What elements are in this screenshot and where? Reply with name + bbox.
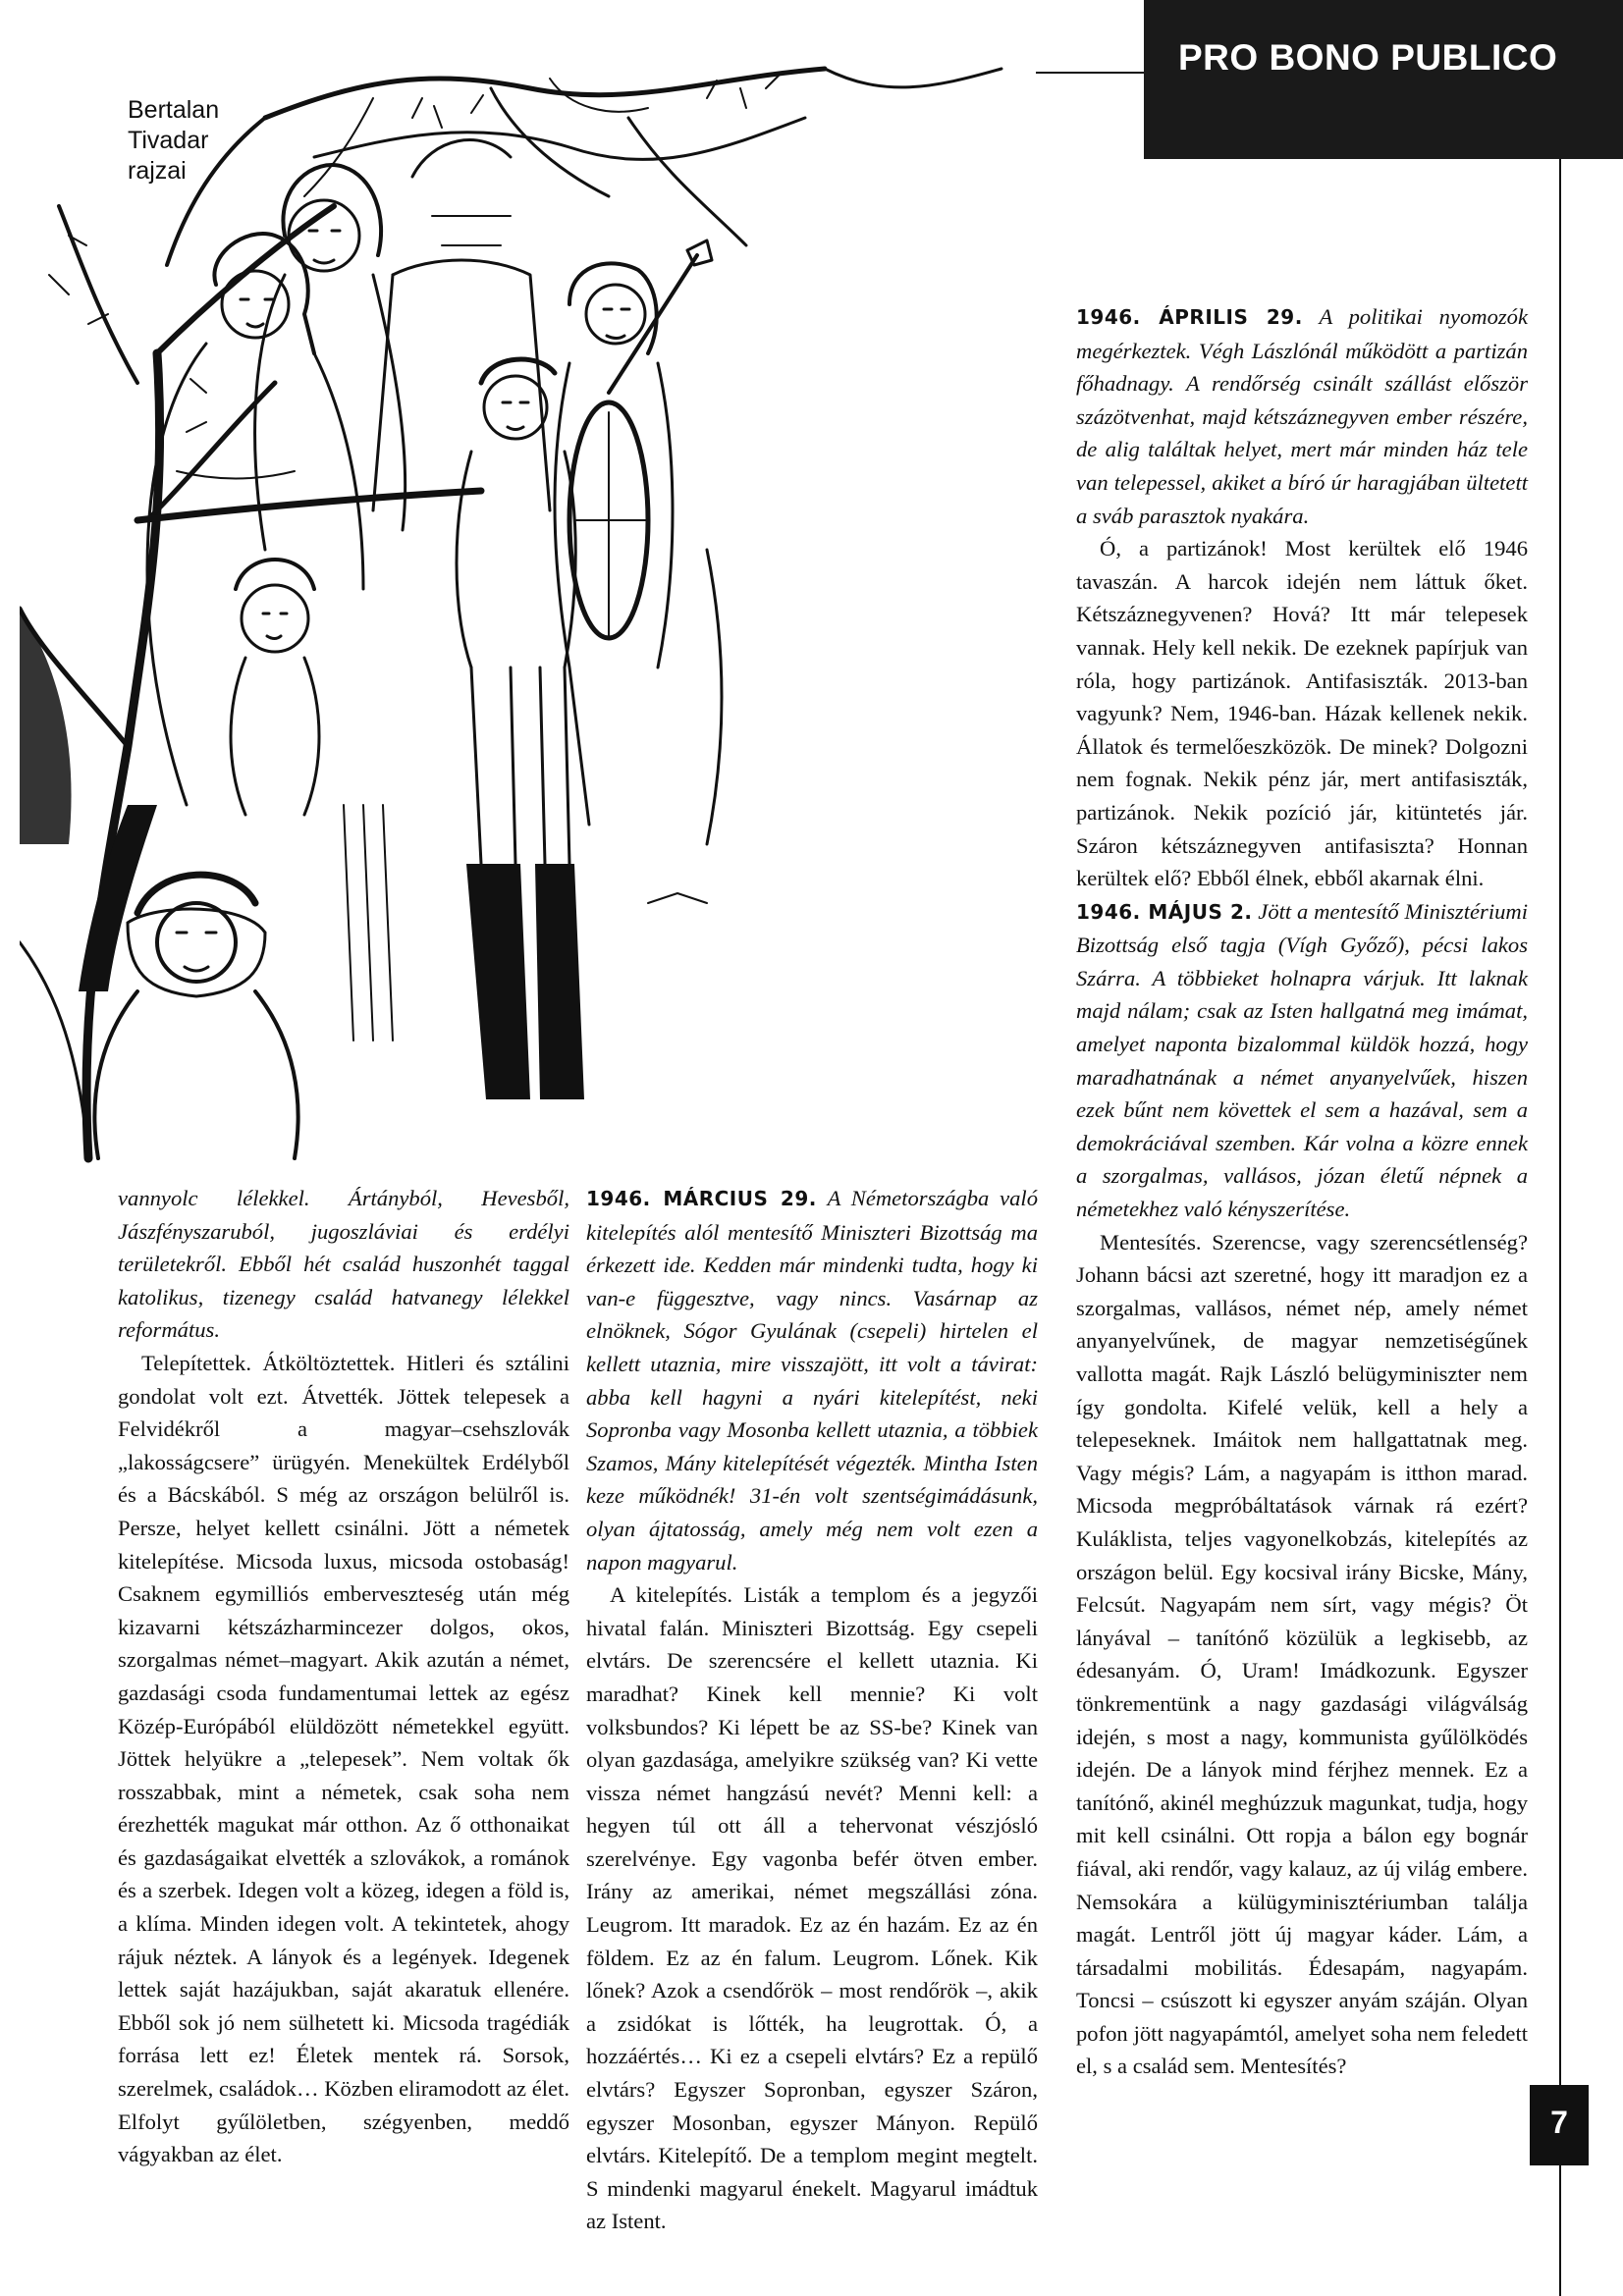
paragraph — [1076, 300, 1528, 532]
illustration-caption — [128, 95, 255, 187]
page-number-box — [1530, 2085, 1589, 2165]
header-banner — [1144, 0, 1623, 159]
paragraph: Telepítettek. Átköltöztettek. Hitleri és sztálini gondolat volt ezt. Átvették. Jöttek telepesek a Felvidékről a magyar–csehszlovák „lakosságcsere” ürügyén. Menekültek Erdélyből és a Bácskából. S még az országon belülről is. Persze, helyet kellett csinálni. Jött a németek kitelepítése. Micsoda luxus, micsoda ostobaság! Csaknem egymilliós emberveszteség után még kizavarni kétszázharmincezer dolgos, okos, szorgalmas német–magyart. Akik azután a német, gazdasági csoda fundamentumai lettek az egész Közép-Európából elüldözött németekkel együtt. Jöttek helyükre a „telepesek”. Nem voltak ők rosszabbak, mint a németek, csak soha nem érezhették magukat már otthon. Az ő otthonaikat és gazdaságaikat elvették a szlovákok, a románok és a szerbek. Idegen volt a közeg, idegen a föld is, a klíma. Minden idegen volt. A tekintetek, ahogy rájuk néztek. A lányok és a legények. Idegenek lettek saját hazájukban, saját akaratuk ellenére. Ebből sok jó nem sülhetett ki. Micsoda tragédiák forrása lett ez! Életek mentek rá. Sorsok, szerelmek, családok… Közben eliramodott az élet. Elfolyt gyűlöletben, szégyenben, meddő vágyakban az élet. — [118, 1350, 569, 2167]
paragraph — [118, 1182, 569, 1347]
text-column-3 — [1076, 300, 1528, 2083]
page-number: 7 — [1550, 2105, 1568, 2140]
italic-text: A politikai nyomozók megérkeztek. Végh Lászlónál működött a partizán főhadnagy. A rendőrség csinált szállást először százötvenhat, majd kétszáznegyven ember részére, de alig találtak helyet, mert már minden ház tele van telepessel, akiket a bíró úr haragjában ültetett a sváb parasztok nyakára. — [1076, 304, 1528, 528]
caption-line: Tivadar — [128, 127, 209, 154]
entry-date: 1946. MÁJUS 2. — [1076, 899, 1253, 924]
entry-date: 1946. ÁPRILIS 29. — [1076, 305, 1303, 329]
caption-line: rajzai — [128, 157, 187, 185]
text-column-2 — [586, 1182, 1038, 2238]
paragraph: A kitelepítés. Listák a templom és a jegyzői hivatal falán. Miniszteri Bizottság. Egy csepeli elvtárs. De szerencsére el kellett utaznia. Ki maradhat? Kinek kell mennie? Ki volt volksbundos? Ki lépett be az SS-be? Kinek van olyan gazdasága, amelyikre szükség van? Ki vette vissza német hangzású nevét? Menni kell: a hegyen túl ott áll a tehervonat vészjósló szerelvénye. Egy vagonba befér ötven ember. Irány az amerikai, német megszállási zóna. Leugrom. Itt maradok. Ez az én hazám. Ez az én földem. Ez az én falum. Leugrom. Lőnek. Kik lőnek? Azok a csendőrök – most rendőrök –, akik a zsidókat is lőtték, ha leugrottak. Ó, a hozzáértés… Ki ez a csepeli elvtárs? Ez a repülő elvtárs? Egyszer Sopronban, egyszer Száron, egyszer Mosonban, egyszer Mányon. Repülő elvtárs. Kitelepítő. De a templom megint megtelt. S mindenki magyarul énekelt. Magyarul imádtuk az Istent. — [586, 1582, 1038, 2234]
italic-text: vannyolc lélekkel. Ártányból, Hevesből, Jászfényszaruból, jugoszláviai és erdélyi területekről. Ebből hét család huszonhét taggal katolikus, tizenegy család hatvanegy lélekkel református. — [118, 1186, 569, 1343]
caption-line: Bertalan — [128, 96, 220, 124]
italic-text: A Németországba való kitelepítés alól mentesítő Miniszteri Bizottság ma érkezett ide. Kedden már mindenki tudta, hogy ki van-e függesztve, vagy nincs. Vasárnap az elnöknek, Sógor Gyulának (csepeli) hirtelen el kellett utaznia, mire visszajött, itt volt a távirat: abba kell hagyni a nyári kitelepítést, neki Sopronba vagy Mosonba kellett utaznia, a többiek Szamos, Mány kitelepítését végezték. Mintha Isten keze működnék! 31-én volt szentségimádásunk, olyan ájtatosság, amely még nem volt ezen a napon magyarul. — [586, 1186, 1038, 1575]
section-title: PRO BONO PUBLICO — [1178, 37, 1558, 78]
paragraph: Mentesítés. Szerencse, vagy szerencsétlenség? Johann bácsi azt szeretné, hogy itt maradjon ez a szorgalmas, vallásos, német nép, amely német anyanyelvűnek, de magyar nemzetiségűnek vallotta magát. Rajk László belügyminiszter nem így gondolta. Kifelé velük, kell a hely a telepeseknek. Imáitok nem hallgattatnak meg. Vagy mégis? Lám, a nagyapám is itthon marad. Micsoda megpróbáltatások várnak rá ezért? Kuláklista, teljes vagyonelkobzás, kitelepítés az országon belül. Egy kocsival irány Bicske, Mány, Felcsút. Nagyapám nem sírt, vagy mégis? Öt lányával – tanítónő közülük a legkisebb, az édesanyám. Ó, Uram! Imádkozunk. Egyszer tönkrementünk a nagy gazdasági világválság idején, s most a nagy, kommunista gyűlölködés idején. De a lányok mind férjhez mennek. Ez a tanítónő, akinél meghúzzuk magunkat, tudja, hogy mit kell csinálni. Ott ropja a bálon egy bognár fiával, aki rendőr, vagy kalauz, az új világ embere. Nemsokára a külügyminisztériumban találja magát. Lentről jött új magyar káder. Lám, a társadalmi mobilitás. Édesapám, nagyapám. Toncsi – csúszott ki egyszer anyám száján. Olyan pofon jött nagyapámtól, amelyet soha nem feledett el, s a család sem. Mentesítés? — [1076, 1229, 1528, 2079]
entry-date: 1946. MÁRCIUS 29. — [586, 1187, 817, 1210]
italic-text: Jött a mentesítő Minisztériumi Bizottság első tagja (Vígh Győző), pécsi lakos Szárra. A többieket holnapra várjuk. Itt laknak majd nálam; csak az Isten hallgatná meg imámat, amelyet naponta bizalommal küldök hozzá, hogy maradhatnának a német anyanyelvűek, hiszen ezek bűnt nem követtek el sem a hazával, sem a demokráciával szemben. Kár volna a közre ennek a szorgalmas, vallásos, józan életű népnek a németekhez való kényszerítése. — [1076, 898, 1528, 1222]
paragraph: Ó, a partizánok! Most kerültek elő 1946 tavaszán. A harcok idején nem láttuk őket. Kétszáznegyvenen? Hová? Itt már telepesek vannak. Hely kell nekik. De ezeknek papírjuk van róla, hogy partizánok. Antifasiszták. 2013-ban vagyunk? Nem, 1946-ban. Házak kellenek nekik. Állatok és termelőeszközök. De minek? Dolgozni nem fognak. Nekik pénz jár, mert antifasiszták, partizánok. Nekik pozíció jár, kitüntetés jár. Száron kétszáznegyven antifasiszta? Honnan kerültek elő? Ebből élnek, ebből akarnak élni. — [1076, 536, 1528, 891]
page-border-right — [1559, 159, 1561, 2296]
paragraph — [1076, 895, 1528, 1226]
text-column-1 — [118, 1182, 569, 2171]
illustration — [20, 59, 1070, 1168]
paragraph — [586, 1182, 1038, 1578]
